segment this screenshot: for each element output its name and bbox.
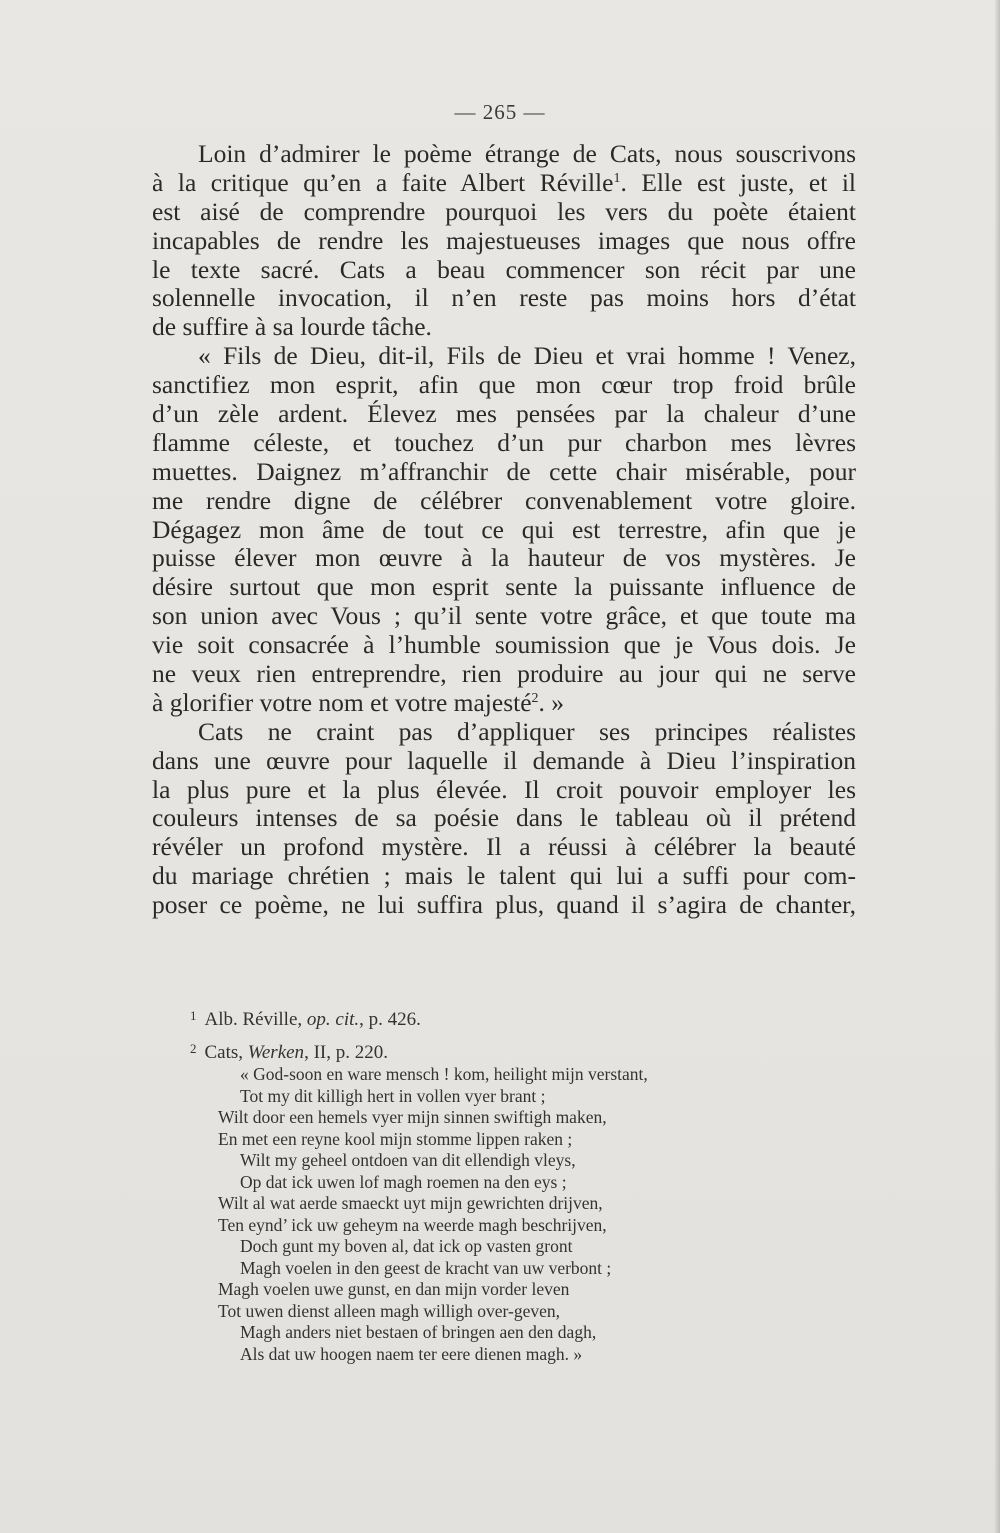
paragraph-3-line: Cats ne craint pas d’appliquer ses principes réalistes [198,716,856,746]
verse-line: En met een reyne kool mijn stomme lippen raken ; [218,1128,573,1149]
paragraph-1-line: à la critique qu’en a faite Albert Réville$^1$. Elle est juste, et il [152,167,857,197]
verse-line: Wilt my geheel ontdoen van dit ellendigh vleys, [240,1150,576,1170]
main-text [152,140,856,920]
paragraph-2-line: son union avec Vous ; qu’il sente votre grâce, et que toute ma [152,601,856,631]
paragraph-3-line: la plus pure et la plus élevée. Il croit pouvoir employer les [152,774,856,804]
paragraph-2-line: muettes. Daignez m’affranchir de cette chair misérable, pour [152,456,856,486]
verse-line: Magh voelen uwe gunst, en dan mijn vorder leven [218,1279,570,1299]
footnote: $^2$ Cats, Werken, II, p. 220. [190,1041,388,1063]
paragraph-2-line: Dégagez mon âme de tout ce qui est terrestre, afin que je [152,514,856,544]
paragraph-2-line: sanctifiez mon esprit, afin que mon cœur trop froid brûle [152,370,856,400]
paragraph-2-line: « Fils de Dieu, dit-il, Fils de Dieu et vrai homme ! Venez, [198,341,856,371]
footnote: $^1$ Alb. Réville, op. cit., p. 426. [190,1008,421,1030]
paragraph-2-line: d’un zèle ardent. Élevez mes pensées par la chaleur d’une [152,399,856,429]
footnotes [190,1004,810,1070]
paragraph-2-line: à glorifier votre nom et votre majesté$^2$. » [152,687,565,717]
paragraph-2-line: me rendre digne de célébrer convenablement votre gloire. [152,485,856,515]
verse-line: « God-soon en ware mensch ! kom, heilight mijn verstant, [240,1064,648,1084]
verse-line: Als dat uw hoogen naem ter eere dienen magh. » [240,1343,583,1364]
verse-line: Magh voelen in den geest de kracht van uw verbont ; [240,1257,612,1278]
verse-line: Magh anders niet bestaen of bringen aen den dagh, [240,1322,597,1342]
verse-line: Tot uwen dienst alleen magh willigh over-geven, [218,1300,561,1321]
verse-line: Op dat ick uwen lof magh roemen na den eys ; [240,1171,567,1192]
page-edge-shadow [994,0,1000,1533]
paragraph-1-line: est aisé de comprendre pourquoi les vers du poète étaient [152,196,856,226]
verse-quotation [218,1064,818,1365]
footnote-mark: 1 [190,1008,197,1023]
verse-line: Ten eynd’ ick uw geheym na weerde magh beschrijven, [218,1214,607,1235]
verse-line: Doch gunt my boven al, dat ick op vasten gront [240,1236,573,1256]
footnote-ref: 1 [613,170,621,186]
paragraph-2-line: désire surtout que mon esprit sente la puissante influence de [152,572,856,602]
paragraph-3-line: couleurs intenses de sa poésie dans le tableau où il prétend [152,803,856,833]
page-number: — 265 — [454,100,546,124]
paragraph-2-line: flamme céleste, et touchez d’un pur charbon mes lèvres [152,427,856,457]
paragraph-1-line: de suffire à sa lourde tâche. [152,312,432,342]
verse-line: Tot my dit killigh hert in vollen vyer brant ; [240,1085,546,1106]
paragraph-2-line: ne veux rien entreprendre, rien produire au jour qui ne serve [152,659,856,689]
paragraph-2-line: vie soit consacrée à l’humble soumission que je Vous dois. Je [152,630,856,660]
paragraph-2-line: puisse élever mon œuvre à la hauteur de vos mystères. Je [152,543,856,573]
paragraph-3-line: du mariage chrétien ; mais le talent qui lui a suffi pour com- [152,861,856,891]
paragraph-3-line: poser ce poème, ne lui suffira plus, quand il s’agira de chanter, [152,890,856,920]
paragraph-1-line: solennelle invocation, il n’en reste pas moins hors d’état [152,283,856,313]
footnote-ref: 2 [531,690,539,706]
paragraph-1-line: incapables de rendre les majestueuses images que nous offre [152,225,856,255]
verse-line: Wilt al wat aerde smaeckt uyt mijn gewrichten drijven, [218,1193,603,1213]
paragraph-3-line: dans une œuvre pour laquelle il demande à Dieu l’inspiration [152,745,856,775]
paragraph-1-line: le texte sacré. Cats a beau commencer son récit par une [152,254,856,284]
verse-line: Wilt door een hemels vyer mijn sinnen swiftigh maken, [218,1107,607,1127]
paragraph-1-line: Loin d’admirer le poème étrange de Cats, nous souscrivons [198,139,856,168]
footnote-mark: 2 [190,1041,197,1056]
paragraph-3-line: révéler un profond mystère. Il a réussi à célébrer la beauté [152,832,856,862]
